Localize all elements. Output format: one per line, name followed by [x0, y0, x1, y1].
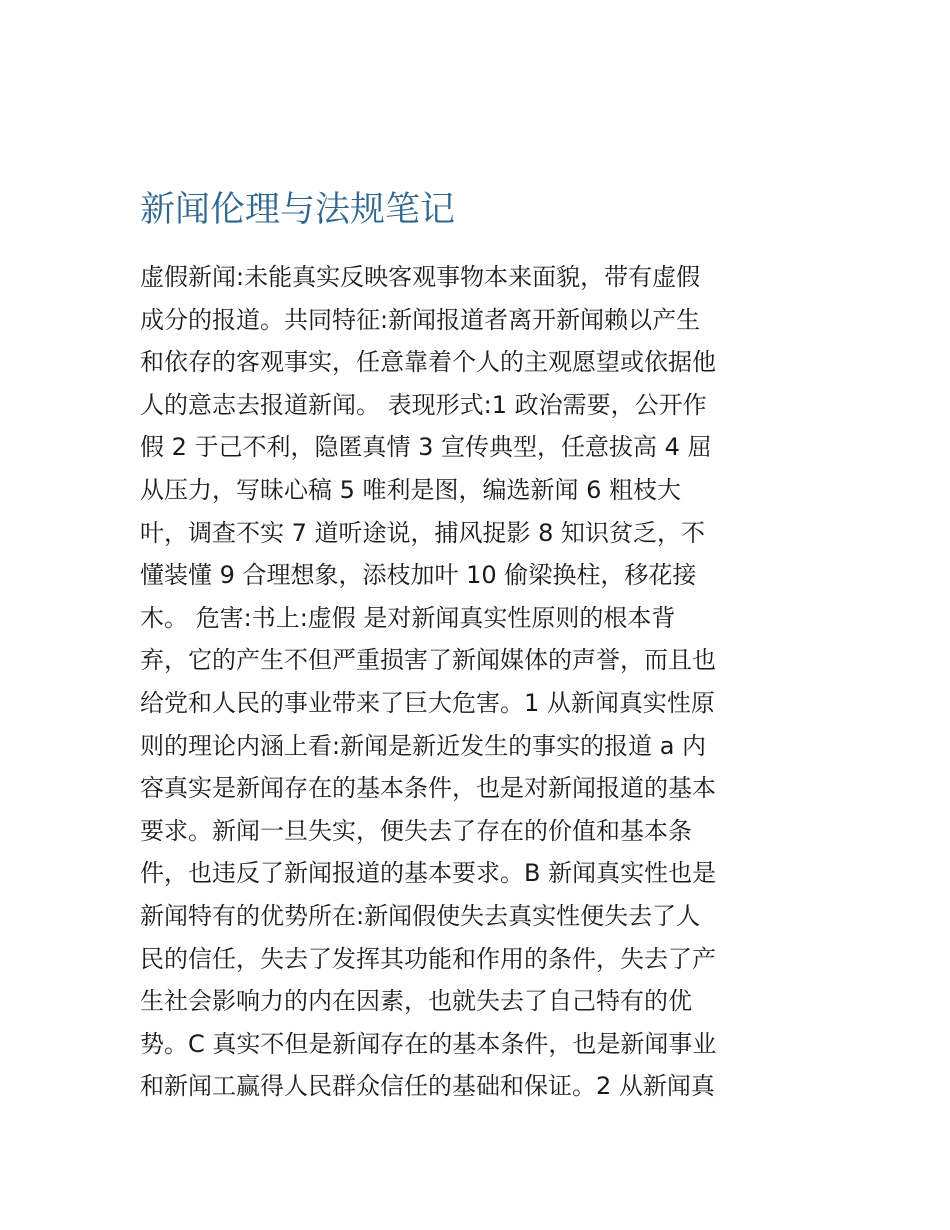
body-line: 民的信任，失去了发挥其功能和作用的条件，失去了产: [140, 944, 716, 973]
body-line: 虚假新闻:未能真实反映客观事物本来面貌，带有虚假: [140, 263, 701, 291]
body-line: 给党和人民的事业带来了巨大危害。1 从新闻真实性原: [140, 688, 715, 717]
body-line: 件，也违反了新闻报道的基本要求。B 新闻真实性也是: [140, 859, 717, 888]
body-line: 从压力，写昧心稿 5 唯利是图，编选新闻 6 粗枝大: [140, 475, 682, 504]
body-line: 和新闻工赢得人民群众信任的基础和保证。2 从新闻真: [140, 1072, 715, 1101]
body-line: 懂装懂 9 合理想象，添枝加叶 10 偷梁换柱，移花接: [140, 561, 697, 590]
body-line: 则的理论内涵上看:新闻是新近发生的事实的报道 a 内: [140, 731, 707, 760]
body-line: 和依存的客观事实，任意靠着个人的主观愿望或依据他: [140, 348, 716, 377]
body-line: 要求。新闻一旦失实，便失去了存在的价值和基本条: [140, 816, 692, 845]
body-line: 生社会影响力的内在因素，也就失去了自己特有的优: [140, 987, 692, 1016]
body-line: 木。 危害:书上:虚假 是对新闻真实性原则的根本背: [140, 603, 676, 632]
body-line: 叶，调查不实 7 道听途说，捕风捉影 8 知识贫乏，不: [140, 518, 706, 547]
body-line: 容真实是新闻存在的基本条件，也是对新闻报道的基本: [140, 774, 716, 803]
body-line: 成分的报道。共同特征:新闻报道者离开新闻赖以产生: [140, 305, 701, 334]
body-line: 弃，它的产生不但严重损害了新闻媒体的声誉，而且也: [140, 646, 716, 675]
body-line: 新闻特有的优势所在:新闻假使失去真实性便失去了人: [140, 901, 701, 930]
document-body: [140, 256, 820, 1108]
body-line: 势。C 真实不但是新闻存在的基本条件，也是新闻事业: [140, 1029, 717, 1058]
body-line: 假 2 于己不利，隐匿真情 3 宣传典型，任意拔高 4 屈: [140, 433, 712, 462]
body-line: 人的意志去报道新闻。 表现形式:1 政治需要，公开作: [140, 390, 707, 419]
document-title: 新闻伦理与法规笔记: [140, 190, 456, 230]
